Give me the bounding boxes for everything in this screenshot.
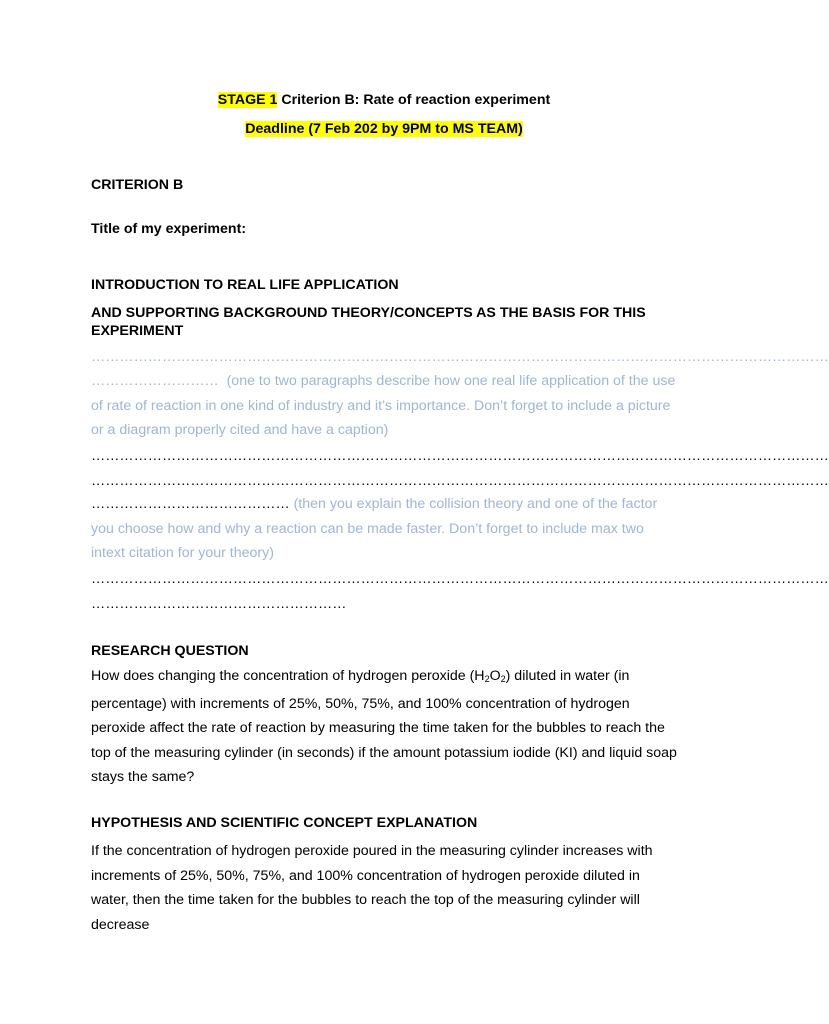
stage-label: STAGE 1: [217, 92, 278, 108]
intro-heading-2: AND SUPPORTING BACKGROUND THEORY/CONCEPTS AS THE BASIS FOR THIS EXPERIMENT: [91, 305, 646, 339]
intro-dots-line-c: …………………………………………………………………………………………………………………………………………: [91, 571, 829, 587]
subscript-2b: 2: [500, 674, 506, 684]
research-question: [91, 664, 681, 790]
formula-o: O: [489, 668, 501, 684]
intro-dots-line-d: ………………………………………………: [91, 596, 347, 612]
intro-dots-line-b: …………………………………………………………………………………………………………………………………………: [91, 473, 829, 489]
criterion-heading: CRITERION B: [91, 177, 184, 193]
intro-dots-long: …………………………………………………………………………………………………………………………………………: [91, 349, 829, 365]
placeholder-1: (one to two paragraphs describe how one real life application of the use of rate of reaction in one kind of industry and it’s importance. Don’t forget to include a picture or a diagram properly cited and have a caption): [91, 373, 676, 438]
stage-title: [0, 92, 768, 108]
intro-paragraph-2: [91, 492, 681, 566]
research-text-2: ) diluted in water (in percentage) with increments of 25%, 50%, 75%, and 100% concentration of hydrogen peroxide affect the rate of reaction by measuring the time taken for the bubbles to reach the top of the measuring cylinder (in seconds) if the amount potassium iodide (KI) and liquid soap stays the same?: [91, 668, 677, 785]
subscript-2a: 2: [484, 674, 490, 684]
deadline-line: [0, 121, 768, 137]
intro-dots-short-2: ……………………………………: [91, 496, 290, 512]
intro-paragraph-1: [91, 369, 681, 443]
research-heading: RESEARCH QUESTION: [91, 643, 249, 659]
deadline-text: Deadline (7 Feb 202 by 9PM to MS TEAM): [245, 121, 523, 137]
research-text-1: How does changing the concentration of hydrogen peroxide (H: [91, 668, 485, 684]
hypothesis-text: If the concentration of hydrogen peroxide poured in the measuring cylinder increases with increments of 25%, 50%, 75%, and 100% concentration of hydrogen peroxide diluted in water, then the time taken for the bubbles to reach the top of the measuring cylinder will decrease: [91, 843, 653, 933]
hypothesis-heading: HYPOTHESIS AND SCIENTIFIC CONCEPT EXPLANATION: [91, 815, 478, 831]
criterion-title: Criterion B: Rate of reaction experiment: [277, 92, 551, 108]
intro-dots-short-1: ………………………: [91, 373, 219, 389]
experiment-title-label: Title of my experiment:: [91, 221, 247, 237]
intro-heading-1: INTRODUCTION TO REAL LIFE APPLICATION: [91, 277, 399, 293]
placeholder-2: (then you explain the collision theory and one of the factor you choose how and why a reaction can be made faster. Don’t forget to include max two intext citation for your theory): [91, 496, 658, 561]
intro-dots-line-a: …………………………………………………………………………………………………………………………………………: [91, 448, 829, 464]
